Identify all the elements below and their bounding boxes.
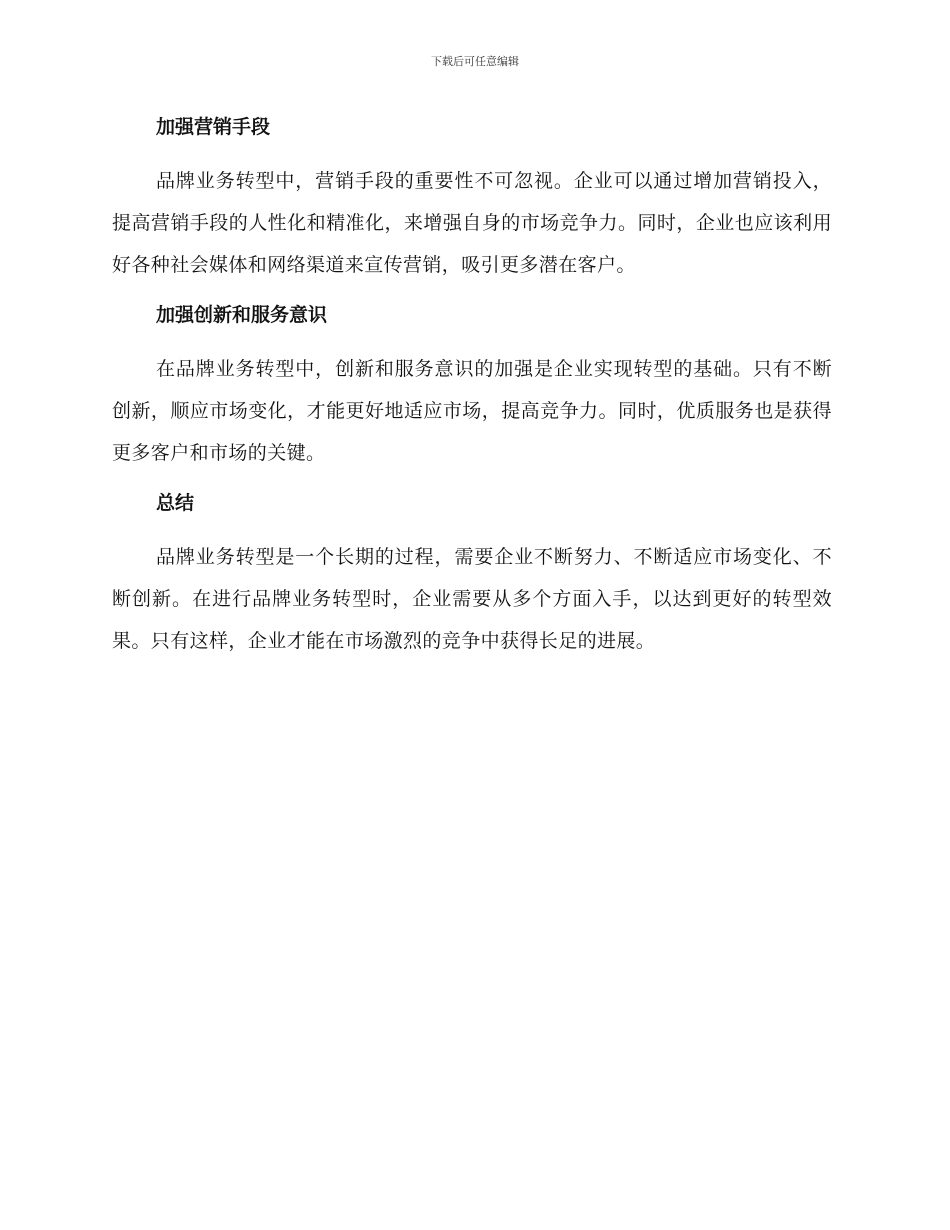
section-marketing: [112, 106, 832, 286]
section-heading: 加强营销手段: [156, 116, 271, 138]
section-paragraph: 在品牌业务转型中，创新和服务意识的加强是企业实现转型的基础。只有不断创新，顺应市场变化，才能更好地适应市场，提高竞争力。同时，优质服务也是获得更多客户和市场的关键。: [112, 358, 832, 464]
section-innovation-service: [112, 294, 832, 474]
section-heading: 加强创新和服务意识: [156, 304, 328, 326]
document-body: [112, 106, 832, 662]
section-summary: [112, 482, 832, 662]
section-paragraph: 品牌业务转型是一个长期的过程，需要企业不断努力、不断适应市场变化、不断创新。在进行品牌业务转型时，企业需要从多个方面入手，以达到更好的转型效果。只有这样，企业才能在市场激烈的竞争中获得长足的进展。: [112, 546, 832, 652]
section-heading: 总结: [156, 492, 195, 514]
page-header: 下载后可任意编辑: [431, 55, 519, 68]
section-paragraph: 品牌业务转型中，营销手段的重要性不可忽视。企业可以通过增加营销投入，提高营销手段的人性化和精准化，来增强自身的市场竞争力。同时，企业也应该利用好各种社会媒体和网络渠道来宣传营销，吸引更多潜在客户。: [112, 170, 832, 276]
